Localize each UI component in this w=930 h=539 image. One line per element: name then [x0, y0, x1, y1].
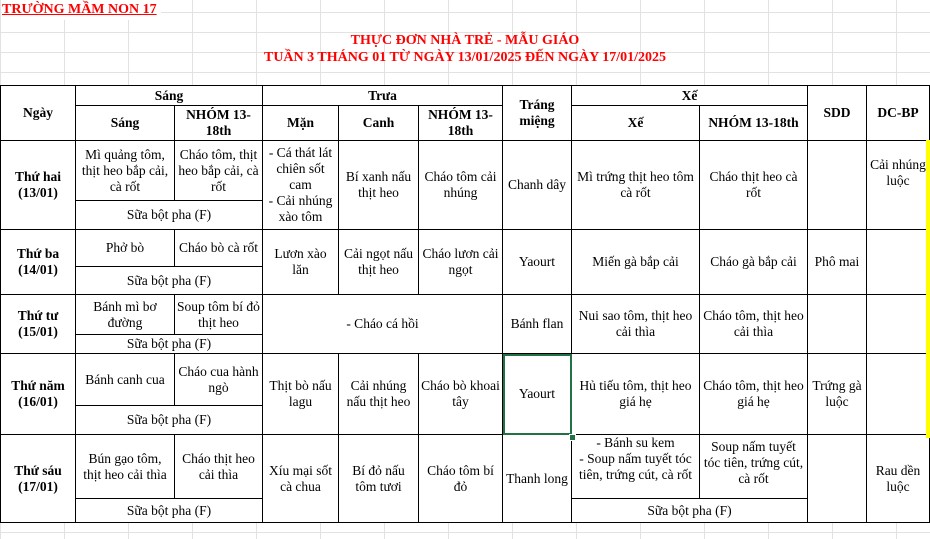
- menu-table: [0, 85, 930, 523]
- cell-dcbp[interactable]: Cải nhúng luộc: [867, 141, 930, 230]
- yellow-highlight-bar: [926, 140, 930, 438]
- cell-trua-nhom[interactable]: Cháo tôm cải nhúng: [419, 141, 503, 230]
- cell-canh[interactable]: Bí đỏ nấu tôm tươi: [339, 435, 419, 523]
- cell-canh[interactable]: Cải ngọt nấu thịt heo: [339, 230, 419, 295]
- day-name: Thứ ba: [16, 246, 60, 261]
- cell-xe-nhom[interactable]: Cháo gà bắp cải: [700, 230, 808, 295]
- cell-sdd[interactable]: Phô mai: [808, 230, 867, 295]
- day-date: (17/01): [18, 478, 58, 494]
- cell-xe-nhom[interactable]: Cháo tôm, thịt heo giá hẹ: [700, 354, 808, 435]
- cell-sdd[interactable]: [808, 295, 867, 354]
- school-name[interactable]: TRƯỜNG MẦM NON 17: [2, 0, 161, 20]
- cell-dcbp[interactable]: [867, 230, 930, 295]
- cell-sang[interactable]: Phở bò: [76, 230, 175, 267]
- cell-sua[interactable]: Sữa bột pha (F): [76, 201, 263, 230]
- menu-title[interactable]: THỰC ĐƠN NHÀ TRẺ - MẪU GIÁO: [350, 33, 580, 48]
- cell-sang[interactable]: Bánh canh cua: [76, 354, 175, 406]
- day-cell[interactable]: [1, 295, 76, 354]
- cell-sua[interactable]: Sữa bột pha (F): [76, 499, 263, 523]
- day-date: (14/01): [18, 262, 58, 277]
- cell-man[interactable]: Thịt bò nấu lagu: [263, 354, 339, 435]
- header-nhom-sang[interactable]: NHÓM 13-18th: [175, 106, 263, 141]
- day-cell[interactable]: [1, 435, 76, 523]
- cell-sua[interactable]: Sữa bột pha (F): [76, 406, 263, 435]
- cell-sua[interactable]: Sữa bột pha (F): [76, 267, 263, 295]
- day-name: Thứ năm: [11, 378, 65, 393]
- cell-sdd[interactable]: [808, 141, 867, 230]
- cell-sdd[interactable]: Trứng gà luộc: [808, 354, 867, 435]
- header-trang-mieng[interactable]: Tráng miệng: [503, 86, 572, 141]
- cell-xe[interactable]: Mì trứng thịt heo tôm cà rốt: [572, 141, 700, 230]
- cell-sua[interactable]: Sữa bột pha (F): [76, 335, 263, 354]
- cell-sang-nhom[interactable]: Cháo bò cà rốt: [175, 230, 263, 267]
- cell-sang[interactable]: Bánh mì bơ đường: [76, 295, 175, 335]
- cell-man[interactable]: Xíu mại sốt cà chua: [263, 435, 339, 523]
- header-trua-group[interactable]: Trưa: [263, 86, 503, 106]
- day-name: Thứ tư: [17, 308, 59, 323]
- header-canh[interactable]: Canh: [339, 106, 419, 141]
- selection-fill-handle[interactable]: [569, 434, 576, 441]
- cell-xe-nhom[interactable]: Cháo thịt heo cà rốt: [700, 141, 808, 230]
- cell-sang-nhom[interactable]: Cháo tôm, thịt heo bắp cải, cà rốt: [175, 141, 263, 201]
- header-nhom-xe[interactable]: NHÓM 13-18th: [700, 106, 808, 141]
- cell-trang-mieng-selected[interactable]: Yaourt: [503, 354, 572, 435]
- cell-trang-mieng[interactable]: Thanh long: [503, 435, 572, 523]
- cell-canh[interactable]: Cải nhúng nấu thịt heo: [339, 354, 419, 435]
- header-xe-group[interactable]: Xế: [572, 86, 808, 106]
- cell-trang-mieng[interactable]: Chanh dây: [503, 141, 572, 230]
- cell-xe[interactable]: Miến gà bắp cải: [572, 230, 700, 295]
- cell-dcbp[interactable]: [867, 354, 930, 435]
- table-row: [1, 295, 930, 335]
- day-cell[interactable]: [1, 230, 76, 295]
- cell-sdd[interactable]: [808, 435, 867, 523]
- cell-trua-nhom[interactable]: Cháo tôm bí đỏ: [419, 435, 503, 523]
- cell-xe[interactable]: Hủ tiếu tôm, thịt heo giá hẹ: [572, 354, 700, 435]
- day-cell[interactable]: [1, 354, 76, 435]
- cell-xe-sua[interactable]: Sữa bột pha (F): [572, 499, 808, 523]
- cell-sang[interactable]: Bún gạo tôm, thịt heo cải thìa: [76, 435, 175, 499]
- cell-trang-mieng[interactable]: Yaourt: [503, 230, 572, 295]
- menu-week-title[interactable]: TUẦN 3 THÁNG 01 TỪ NGÀY 13/01/2025 ĐẾN NGÀY 17/01/2025: [263, 50, 666, 65]
- header-dcbp[interactable]: DC-BP: [867, 86, 930, 141]
- header-ngay[interactable]: Ngày: [1, 86, 76, 141]
- cell-trua-merged[interactable]: - Cháo cá hồi: [263, 295, 503, 354]
- cell-man[interactable]: - Cá thát lát chiên sốt cam - Cải nhúng xào tôm: [263, 141, 339, 230]
- cell-sang-nhom[interactable]: Cháo cua hành ngò: [175, 354, 263, 406]
- cell-dcbp[interactable]: Rau dền luộc: [867, 435, 930, 523]
- cell-man[interactable]: Lươn xào lăn: [263, 230, 339, 295]
- cell-xe-nhom[interactable]: Cháo tôm, thịt heo cải thìa: [700, 295, 808, 354]
- day-date: (15/01): [18, 324, 58, 339]
- header-man[interactable]: Mặn: [263, 106, 339, 141]
- cell-sang-nhom[interactable]: Soup tôm bí đỏ thịt heo: [175, 295, 263, 335]
- table-row: [1, 141, 930, 201]
- cell-sang[interactable]: Mì quảng tôm, thịt heo bắp cải, cà rốt: [76, 141, 175, 201]
- table-row: [1, 230, 930, 267]
- header-sang-group[interactable]: Sáng: [76, 86, 263, 106]
- cell-trua-nhom[interactable]: Cháo bò khoai tây: [419, 354, 503, 435]
- cell-trang-mieng[interactable]: Bánh flan: [503, 295, 572, 354]
- header-sdd[interactable]: SDD: [808, 86, 867, 141]
- cell-trua-nhom[interactable]: Cháo lươn cải ngọt: [419, 230, 503, 295]
- table-row: [1, 435, 930, 499]
- header-xe[interactable]: Xế: [572, 106, 700, 141]
- header-nhom-trua[interactable]: NHÓM 13-18th: [419, 106, 503, 141]
- cell-xe[interactable]: Nui sao tôm, thịt heo cải thìa: [572, 295, 700, 354]
- cell-xe[interactable]: - Bánh su kem - Soup nấm tuyết tóc tiên, trứng cút, cà rốt: [572, 435, 700, 499]
- cell-canh[interactable]: Bí xanh nấu thịt heo: [339, 141, 419, 230]
- cell-sang-nhom[interactable]: Cháo thịt heo cải thìa: [175, 435, 263, 499]
- day-date: (13/01): [18, 185, 58, 200]
- day-name: Thứ hai: [15, 169, 61, 184]
- day-name: Thứ sáu: [14, 462, 62, 478]
- day-date: (16/01): [18, 394, 58, 409]
- cell-dcbp[interactable]: [867, 295, 930, 354]
- header-sang[interactable]: Sáng: [76, 106, 175, 141]
- table-row: [1, 354, 930, 406]
- cell-xe-nhom[interactable]: Soup nấm tuyết tóc tiên, trứng cút, cà rốt: [700, 435, 808, 499]
- day-cell[interactable]: [1, 141, 76, 230]
